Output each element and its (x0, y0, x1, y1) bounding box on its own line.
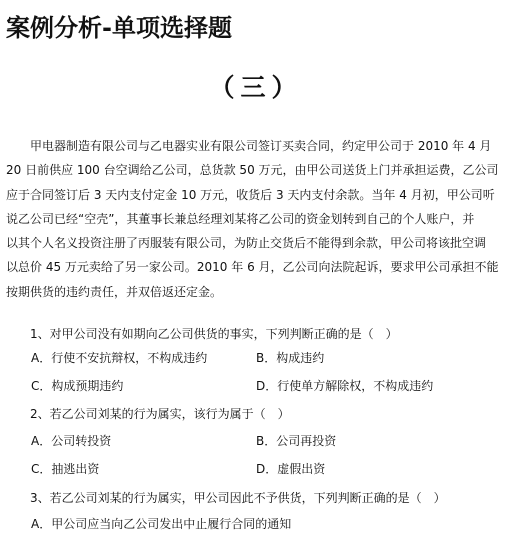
question-2-stem: 2、若乙公司刘某的行为属实，该行为属于（ ） (30, 407, 290, 421)
question-1-option-a: A．行使不安抗辩权，不构成违约 (31, 351, 208, 365)
question-1-option-c: C．构成预期违约 (31, 379, 124, 393)
question-1-stem: 1、对甲公司没有如期向乙公司供货的事实，下列判断正确的是（ ） (30, 327, 398, 341)
question-2-option-a: A．公司转投资 (31, 434, 112, 448)
question-2-option-d: D．虚假出资 (256, 462, 326, 476)
case-line: 甲电器制造有限公司与乙电器实业有限公司签订买卖合同，约定甲公司于 2010 年 4 月 (6, 139, 492, 153)
case-line: 说乙公司已经“空壳”，其董事长兼总经理刘某将乙公司的资金划转到自己的个人账户，并 (6, 211, 475, 226)
question-2-option-b: B．公司再投资 (256, 434, 337, 448)
case-paragraph (6, 134, 506, 304)
case-line: 20 日前供应 100 台空调给乙公司，总货款 50 万元，由甲公司送货上门并承担运费，乙公司 (6, 163, 499, 178)
case-line: 以总价 45 万元卖给了另一家公司。2010 年 6 月，乙公司向法院起诉，要求甲公司承担不能 (6, 260, 499, 275)
case-line: 以其个人名义投资注册了丙服装有限公司，为防止交货后不能得到余款，甲公司将该批空调 (6, 236, 487, 251)
question-3-option-a: A．甲公司应当向乙公司发出中止履行合同的通知 (31, 517, 292, 531)
case-line: 应于合同签订后 3 天内支付定金 10 万元，收货后 3 天内支付余款。当年 4 月初，甲公司听 (6, 187, 495, 202)
question-2-option-c: C．抽逃出资 (31, 462, 100, 476)
question-3-stem: 3、若乙公司刘某的行为属实，甲公司因此不予供货，下列判断正确的是（ ） (30, 491, 446, 505)
document-title: 案例分析-单项选择题 (6, 14, 232, 42)
case-line: 按期供货的违约责任，并双倍返还定金。 (6, 284, 223, 299)
section-subtitle: （三） (209, 73, 303, 102)
question-1-option-d: D．行使单方解除权，不构成违约 (256, 379, 434, 393)
question-1-option-b: B．构成违约 (256, 351, 325, 365)
